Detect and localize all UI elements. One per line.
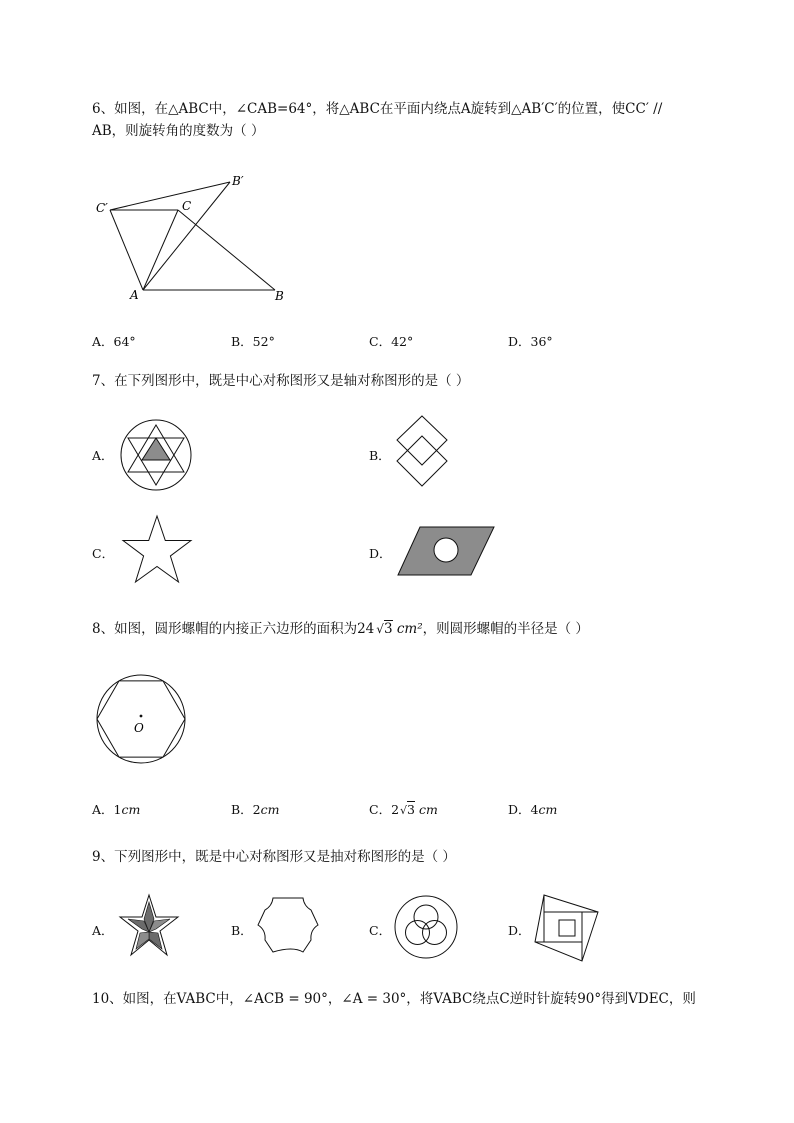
q7-option-a-figure[interactable]: [118, 417, 194, 493]
q8-option-c[interactable]: [369, 800, 438, 818]
q7-option-c-figure[interactable]: [118, 514, 196, 586]
q7-option-d-label[interactable]: D．: [369, 546, 392, 561]
q7-option-c-label[interactable]: C．: [92, 546, 115, 561]
q8-option-c-value: C．2: [369, 802, 400, 817]
q8-sqrt-arg: 3: [383, 621, 393, 637]
q7-option-b-label[interactable]: B．: [369, 448, 391, 463]
q8-option-c-unit: cm: [418, 802, 438, 817]
question-10-text: 10、如图，在VABC中，∠ACB = 90°，∠A = 30°，将VABC绕点C逆时针旋转90°得到VDEC，则: [92, 991, 696, 1007]
q6-option-c[interactable]: C．42°: [369, 334, 414, 349]
question-6-figure: [90, 165, 300, 310]
q8-text-unit: cm²: [396, 621, 423, 637]
q8-option-b-value: B．2: [231, 802, 261, 817]
label-a: A: [130, 288, 139, 302]
q9-option-b-figure[interactable]: [255, 892, 321, 958]
label-b-prime: B′: [232, 174, 244, 188]
q6-option-a[interactable]: A．64°: [92, 334, 136, 349]
q8-option-b[interactable]: [231, 800, 280, 818]
label-b: B: [275, 289, 284, 303]
label-c: C: [182, 199, 192, 213]
q8-text-prefix: 8、如图，圆形螺帽的内接正六边形的面积为24: [92, 621, 375, 637]
q9-option-d-figure[interactable]: [532, 892, 602, 964]
question-6-line1: 6、如图，在△ABC中，∠CAB=64°，将△ABC在平面内绕点A旋转到△AB′C′的位置，使CC′ //: [92, 101, 663, 117]
q8-option-d[interactable]: [508, 800, 557, 818]
q9-option-c-figure[interactable]: [393, 894, 459, 960]
q7-option-b-figure[interactable]: [394, 413, 450, 489]
question-8-text: [92, 618, 589, 640]
q8-option-a-value: A．1: [92, 802, 122, 817]
q7-option-a-label[interactable]: A．: [92, 448, 114, 463]
label-o: O: [134, 721, 144, 735]
q8-text-suffix: ，则圆形螺帽的半径是（ ）: [422, 621, 589, 637]
q8-option-a[interactable]: [92, 800, 140, 818]
question-6-text: [92, 98, 722, 142]
q9-option-a-figure[interactable]: [118, 892, 180, 960]
q9-option-d-label[interactable]: D．: [508, 923, 531, 938]
q8-option-c-sqrt-arg: 3: [407, 802, 415, 817]
q7-option-d-figure[interactable]: [396, 525, 496, 577]
q6-option-b[interactable]: B．52°: [231, 334, 275, 349]
q8-sqrt: √3: [376, 621, 393, 637]
q6-option-d[interactable]: D．36°: [508, 334, 553, 349]
q9-option-a-label[interactable]: A．: [92, 923, 114, 938]
q8-option-b-unit: cm: [260, 802, 280, 817]
label-c-prime: C′: [96, 201, 108, 215]
q8-option-d-unit: cm: [538, 802, 558, 817]
question-8-figure: [94, 672, 190, 768]
question-7-text: 7、在下列图形中，既是中心对称图形又是轴对称图形的是（ ）: [92, 373, 470, 389]
question-9-text: 9、下列图形中，既是中心对称图形又是抽对称图形的是（ ）: [92, 849, 456, 865]
q8-option-a-unit: cm: [121, 802, 141, 817]
q8-option-d-value: D．4: [508, 802, 539, 817]
q9-option-b-label[interactable]: B．: [231, 923, 253, 938]
question-6-line2: AB，则旋转角的度数为（ ）: [92, 123, 265, 139]
q8-option-c-sqrt: √3: [400, 802, 415, 817]
q9-option-c-label[interactable]: C．: [369, 923, 392, 938]
